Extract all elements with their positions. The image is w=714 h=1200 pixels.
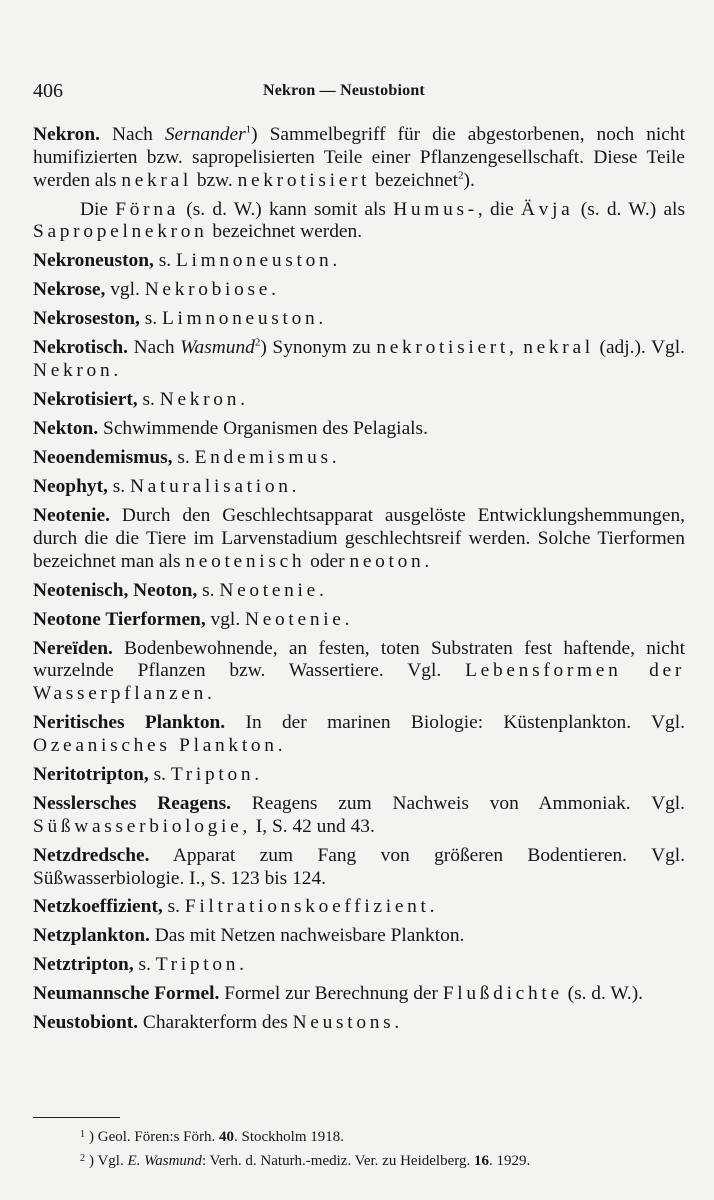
- entry-text: Das mit Netzen nachweisbare Plankton.: [149, 925, 465, 947]
- headword: Nereïden.: [33, 637, 113, 659]
- headword: Netzkoeffizient,: [33, 896, 163, 918]
- entry-neumannsche-formel: [33, 983, 685, 1006]
- entry-text: s.: [139, 308, 162, 330]
- spaced-term: Ävja: [520, 198, 574, 220]
- entry-nekton: [33, 418, 685, 441]
- footnote-divider: [33, 1117, 120, 1118]
- entry-netzkoeffizient: [33, 896, 685, 919]
- entry-neophyt: [33, 476, 685, 499]
- entry-text: s.: [133, 954, 156, 976]
- footnote-text: : Verh. d. Naturh.-mediz. Ver. zu Heidelberg.: [201, 1153, 474, 1169]
- headword: Neritisches Plankton.: [33, 712, 226, 734]
- spaced-term: Endemismus.: [194, 447, 341, 469]
- spaced-term: Nekron.: [33, 360, 122, 382]
- volume-number: 16: [473, 1153, 489, 1169]
- headword: Nekrotisiert,: [33, 389, 138, 411]
- entry-text: vgl.: [205, 608, 246, 630]
- spaced-term: nekral: [523, 337, 594, 359]
- entry-netzplankton: [33, 925, 685, 948]
- headword: Neotenisch, Neoton,: [33, 579, 198, 601]
- headword: Neoendemismus,: [33, 447, 173, 469]
- entry-text: oder: [305, 550, 350, 572]
- spaced-term: Tripton.: [155, 954, 248, 976]
- entry-neustobiont: [33, 1012, 685, 1035]
- entry-neotenie: [33, 505, 685, 573]
- headword: Neotenie.: [33, 505, 110, 527]
- spaced-term: Lebensformen der Wasserpflanzen.: [33, 660, 685, 705]
- entry-text: Durch den Geschlechtsapparat ausgelöste Entwicklungshemmungen, durch die die Tiere im Larvenstadium geschlechtsreif werden. Solche Tierformen bezeichnet man als: [33, 505, 685, 572]
- headword: Netzplankton.: [33, 925, 150, 947]
- entry-nekroseston: [33, 308, 685, 331]
- spaced-term: Sapropelnekron: [33, 221, 208, 243]
- headword: Neritotripton,: [33, 763, 149, 785]
- footnote-text: ) Geol. Fören:s Förh.: [89, 1129, 219, 1145]
- spaced-term: nekrotisiert: [237, 169, 371, 191]
- footnote-mark: 2: [80, 1153, 85, 1164]
- entry-text: s.: [172, 447, 195, 469]
- headword: Nekroseston,: [33, 308, 140, 330]
- headword: Nekron.: [33, 124, 100, 145]
- spaced-term: Limnoneuston.: [161, 308, 327, 330]
- entry-text: Reagens zum Nachweis von Ammoniak. Vgl.: [230, 792, 685, 814]
- page-number: 406: [33, 80, 63, 102]
- entry-neotone-tierformen: [33, 609, 685, 632]
- entry-neritisches-plankton: [33, 712, 685, 758]
- footnote-ref: 1: [245, 123, 252, 136]
- entry-text: Nach: [99, 124, 165, 145]
- spaced-term: Neustons.: [292, 1012, 403, 1034]
- entry-text: s.: [162, 896, 185, 918]
- spaced-term: Ozeanisches Plankton.: [33, 734, 287, 756]
- headword: Nekton.: [33, 418, 99, 440]
- headword: Neustobiont.: [33, 1012, 139, 1034]
- entry-text: , die: [477, 198, 521, 220]
- spaced-term: Naturalisation.: [129, 476, 301, 498]
- footnotes: [80, 1124, 700, 1172]
- dictionary-entries: [33, 124, 685, 1041]
- spaced-term: Tripton.: [170, 763, 263, 785]
- entry-text: s.: [107, 476, 130, 498]
- entry-text: Bodenbewohnende, an festen, toten Substraten fest haftende, nicht wurzelnde Pflanzen bzw. Wassertiere. Vgl.: [33, 637, 685, 682]
- headword: Nekrose,: [33, 279, 106, 301]
- entry-forna: [33, 199, 685, 245]
- spaced-term: Nekrobiose.: [144, 279, 280, 301]
- entry-text: s.: [197, 579, 220, 601]
- entry-text: Nach: [127, 337, 181, 359]
- spaced-term: Humus-: [393, 198, 478, 220]
- entry-text: (adj.). Vgl.: [593, 337, 685, 359]
- entry-text: Charakterform des: [138, 1012, 293, 1034]
- headword: Nesslersches Reagens.: [33, 792, 231, 814]
- entry-nesslersches-reagens: [33, 793, 685, 839]
- entry-netzdredsche: [33, 845, 685, 891]
- entry-text: Formel zur Berechnung der: [219, 983, 443, 1005]
- footnote-ref: 2: [254, 336, 261, 349]
- footnote-text: . 1929.: [488, 1153, 531, 1169]
- page-header: [33, 80, 683, 106]
- author-name: E. Wasmund: [127, 1153, 202, 1169]
- entry-nekron: [33, 124, 685, 192]
- running-title: Nekron — Neustobiont: [263, 82, 425, 99]
- entry-text: s.: [153, 250, 176, 272]
- spaced-term: Flußdichte: [442, 983, 563, 1005]
- footnote-2: [80, 1148, 700, 1172]
- entry-nekrotisch: [33, 337, 685, 383]
- author-name: Wasmund: [180, 337, 255, 359]
- footnote-text: . Stockholm 1918.: [234, 1129, 345, 1145]
- spaced-term: neoton.: [349, 550, 433, 572]
- headword: Neophyt,: [33, 476, 108, 498]
- spaced-term: nekrotisiert,: [376, 337, 518, 359]
- entry-text: Apparat zum Fang von größeren Bodentieren. Vgl. Süßwasserbiologie. I., S. 123 bis 124.: [33, 844, 685, 889]
- footnote-text: ) Vgl.: [89, 1153, 128, 1169]
- entry-text: bezeichnet: [370, 169, 459, 191]
- entry-text: (s. d. W.) kann somit als: [179, 198, 394, 220]
- spaced-term: Neotenie.: [219, 579, 328, 601]
- entry-text: bzw.: [191, 169, 238, 191]
- spaced-term: Süßwasserbiologie,: [33, 815, 251, 837]
- entry-text: ) Synonym zu: [260, 337, 377, 359]
- entry-text: vgl.: [105, 279, 145, 301]
- spaced-term: nekral: [121, 169, 192, 191]
- headword: Neumannsche Formel.: [33, 983, 220, 1005]
- entry-nekroneuston: [33, 250, 685, 273]
- entry-text: ) Sammelbegriff für die abgestorbenen, noch nicht humifizierten bzw. sapropelisierten Teile einer Pflanzengesellschaft. Diese Teile werden als: [33, 124, 685, 191]
- entry-text: (s. d. W.).: [562, 983, 644, 1005]
- spaced-term: neotenisch: [185, 550, 306, 572]
- entry-text: ).: [463, 169, 475, 191]
- spaced-term: Nekron.: [159, 389, 249, 411]
- entry-netztripton: [33, 954, 685, 977]
- author-name: Sernander: [164, 124, 246, 145]
- entry-nekrose: [33, 279, 685, 302]
- entry-neotenisch: [33, 580, 685, 603]
- headword: Netztripton,: [33, 954, 134, 976]
- entry-text: Schwimmende Organismen des Pelagials.: [98, 418, 428, 440]
- footnote-mark: 1: [80, 1129, 85, 1140]
- entry-text: (s. d. W.) als: [573, 198, 685, 220]
- volume-number: 40: [219, 1129, 234, 1145]
- entry-nereiden: [33, 638, 685, 706]
- entry-text: I, S. 42 und 43.: [250, 815, 375, 837]
- footnote-ref: 2: [458, 169, 464, 182]
- footnote-1: [80, 1124, 700, 1148]
- headword: Nekroneuston,: [33, 250, 154, 272]
- spaced-term: Filtrationskoeffizient.: [184, 896, 439, 918]
- headword: Netzdredsche.: [33, 844, 150, 866]
- spaced-term: Neotenie.: [245, 608, 354, 630]
- headword: Neotone Tierformen,: [33, 608, 206, 630]
- entry-neoendemismus: [33, 447, 685, 470]
- entry-text: s.: [137, 389, 160, 411]
- entry-text: bezeichnet werden.: [207, 221, 363, 243]
- headword: Nekrotisch.: [33, 337, 128, 359]
- entry-nekrotisiert: [33, 389, 685, 412]
- entry-text: s.: [148, 763, 171, 785]
- entry-text: In der marinen Biologie: Küstenplankton. Vgl.: [225, 712, 685, 734]
- entry-text: Die: [80, 198, 116, 220]
- entry-neritotripton: [33, 764, 685, 787]
- spaced-term: Förna: [115, 198, 180, 220]
- spaced-term: Limnoneuston.: [175, 250, 341, 272]
